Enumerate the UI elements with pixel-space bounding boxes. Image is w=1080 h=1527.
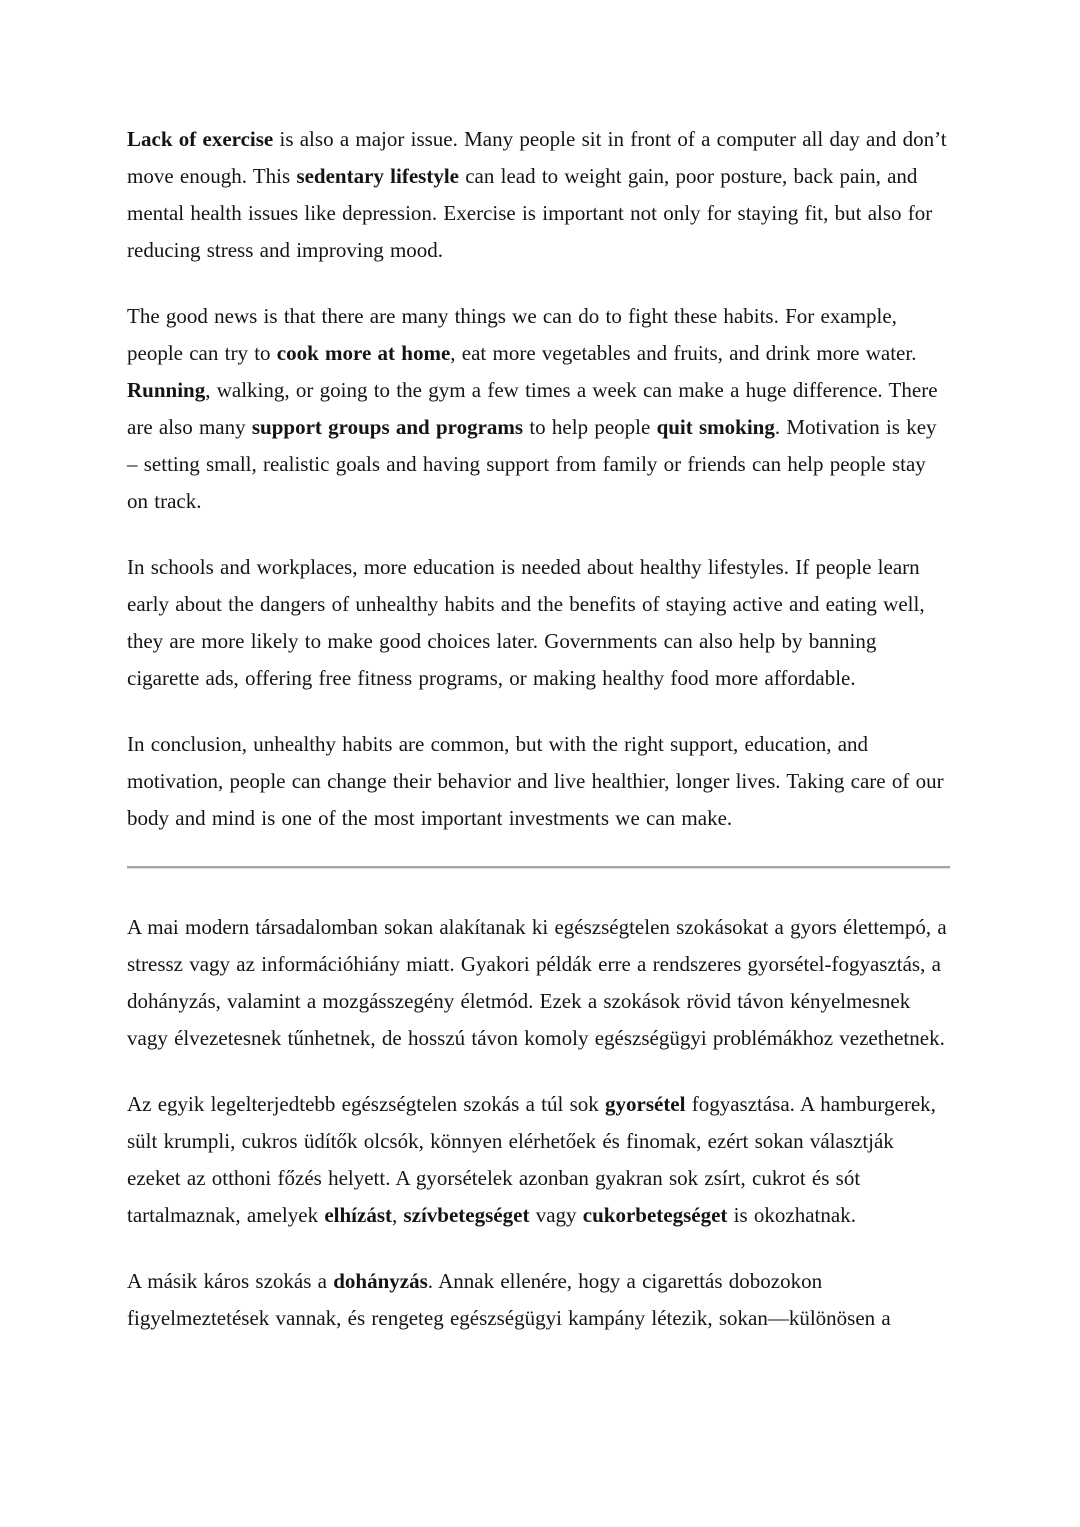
paragraph-good-news (127, 298, 950, 520)
text-run: , eat more vegetables and fruits, and drink more water. (450, 341, 917, 365)
english-essay-section (127, 121, 950, 837)
text-run: , walking, or going to the gym a few times a week can make a huge difference. There are also many (127, 378, 938, 439)
bold-text-run: cukorbetegséget (582, 1203, 728, 1227)
text-run: . Motivation is key – setting small, realistic goals and having support from family or friends can help people stay on track. (127, 415, 937, 513)
bold-text-run: sedentary lifestyle (296, 164, 459, 188)
bold-text-run: Lack of exercise (127, 127, 274, 151)
text-run: A másik káros szokás a (127, 1269, 334, 1293)
bold-text-run: cook more at home (276, 341, 451, 365)
text-run: to help people (523, 415, 657, 439)
bold-text-run: elhízást (324, 1203, 392, 1227)
text-run: A mai modern társadalomban sokan alakítanak ki egészségtelen szokásokat a gyors élettempó, a stressz vagy az információhiány miatt. Gyakori példák erre a rendszeres gyorsétel-fogyasztás, a dohányzás, valamint a mozgásszegény életmód. Ezek a szokások rövid távon kényelmesnek vagy élvezetesnek tűnhetnek, de hosszú távon komoly egészségügyi problémákhoz vezethetnek. (127, 915, 947, 1050)
bold-text-run: quit smoking (656, 415, 775, 439)
text-run: The good news is that there are many things we can do to fight these habits. For example, people can try to (127, 304, 897, 365)
text-run: . Annak ellenére, hogy a cigarettás dobozokon figyelmeztetések vannak, és rengeteg egészségügyi kampány létezik, sokan—különösen a (127, 1269, 891, 1330)
paragraph-schools-workplaces (127, 549, 950, 697)
paragraph-hu-intro (127, 909, 950, 1057)
bold-text-run: gyorsétel (605, 1092, 686, 1116)
text-run: is okozhatnak. (727, 1203, 856, 1227)
bold-text-run: Running (127, 378, 206, 402)
paragraph-hu-gyorsetel (127, 1086, 950, 1234)
bold-text-run: dohányzás (333, 1269, 428, 1293)
text-run: Az egyik legelterjedtebb egészségtelen szokás a túl sok (127, 1092, 605, 1116)
hungarian-essay-section (127, 909, 950, 1337)
text-run: is also a major issue. Many people sit in front of a computer all day and don’t move enough. This (127, 127, 947, 188)
text-run: fogyasztása. A hamburgerek, sült krumpli, cukros üdítők olcsók, könnyen elérhetőek és finomak, ezért sokan választják ezeket az otthoni főzés helyett. A gyorsételek azonban gyakran sok zsírt, cukrot és sót tartalmaznak, amelyek (127, 1092, 936, 1227)
text-run: In conclusion, unhealthy habits are common, but with the right support, education, and motivation, people can change their behavior and live healthier, longer lives. Taking care of our body and mind is one of the most important investments we can make. (127, 732, 944, 830)
paragraph-lack-of-exercise (127, 121, 950, 269)
bold-text-run: support groups and programs (251, 415, 524, 439)
paragraph-conclusion (127, 726, 950, 837)
bold-text-run: szívbetegséget (403, 1203, 530, 1227)
text-run: In schools and workplaces, more education is needed about healthy lifestyles. If people learn early about the dangers of unhealthy habits and the benefits of staying active and eating well, they are more likely to make good choices later. Governments can also help by banning cigarette ads, offering free fitness programs, or making healthy food more affordable. (127, 555, 925, 690)
text-run: can lead to weight gain, poor posture, back pain, and mental health issues like depression. Exercise is important not only for staying fit, but also for reducing stress and improving mood. (127, 164, 933, 262)
text-run: , (391, 1203, 404, 1227)
paragraph-hu-dohanyzas (127, 1263, 950, 1337)
horizontal-rule-divider (127, 866, 950, 869)
text-run: vagy (529, 1203, 583, 1227)
